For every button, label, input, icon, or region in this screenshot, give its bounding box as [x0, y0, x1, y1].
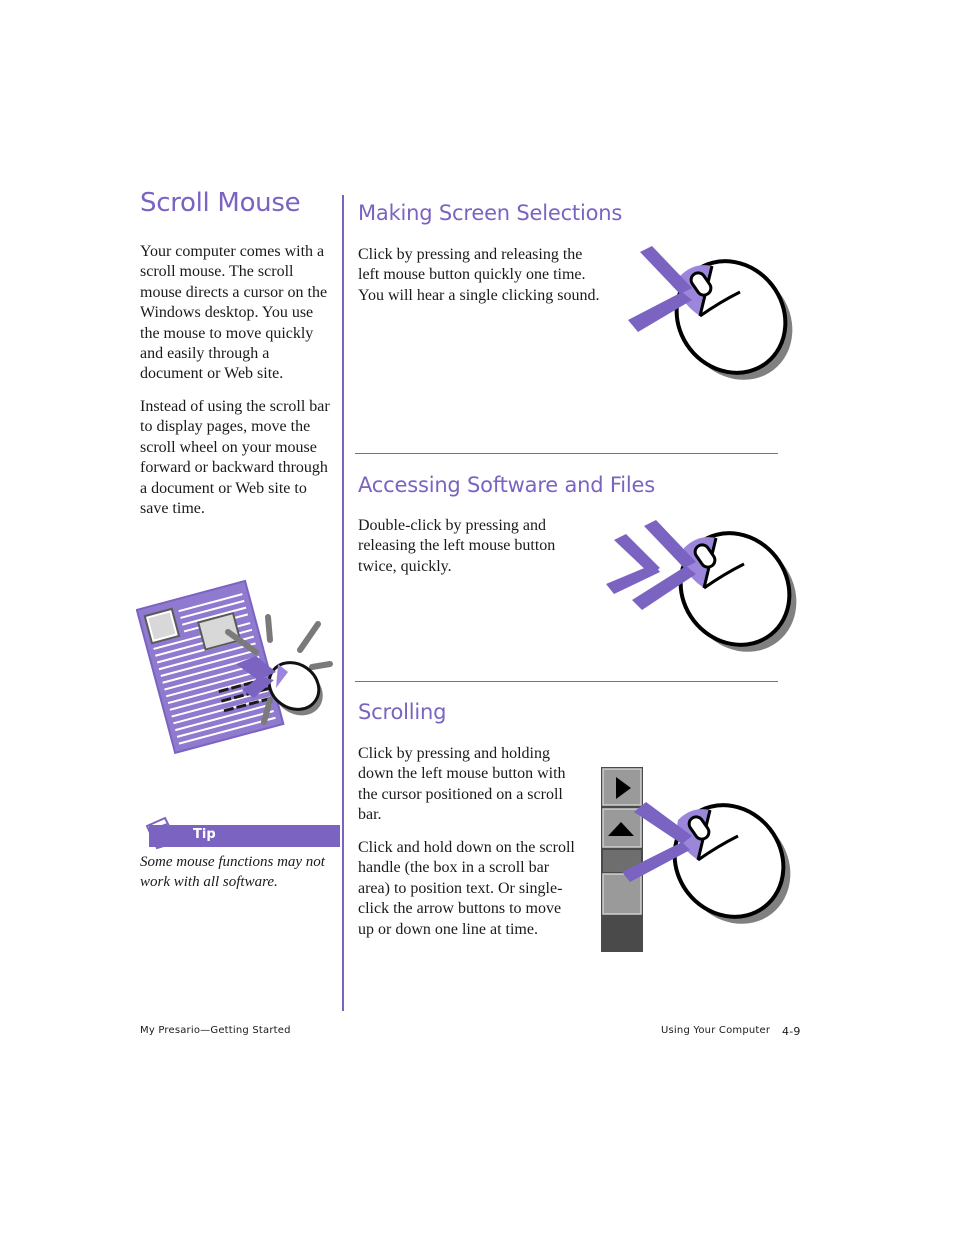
page-title: Scroll Mouse — [140, 188, 301, 218]
footer-left-title: My Presario—Getting Started — [140, 1025, 291, 1036]
intro-paragraph-1: Your computer comes with a scroll mouse. The scroll mouse directs a cursor on the Windows desktop. You use the mouse to move quickly and easily through a document or Web site. — [140, 243, 328, 383]
footer-page-number: 4-9 — [782, 1025, 801, 1038]
section-heading-scrolling: Scrolling — [358, 700, 447, 724]
section-divider-2 — [355, 681, 778, 682]
section-text-scrolling-2: Click and hold down on the scroll handle (the box in a scroll bar area) to position text. Or single-click the arrow buttons to move up or down one line at time. — [358, 839, 575, 938]
intro-paragraph-2: Instead of using the scroll bar to display pages, move the scroll wheel on your mouse forward or backward through a document or Web site to save time. — [140, 398, 330, 518]
section-text-screen-selections: Click by pressing and releasing the left mouse button quickly one time. You will hear a single clicking sound. — [358, 246, 600, 304]
footer-right-title: Using Your Computer — [661, 1025, 771, 1036]
tip-text: Some mouse functions may not work with all software. — [140, 854, 325, 890]
document-scroll-illustration — [136, 572, 336, 762]
section-text-scrolling-1: Click by pressing and holding down the left mouse button with the cursor positioned on a scroll bar. — [358, 745, 566, 824]
section-text-accessing-software: Double-click by pressing and releasing the left mouse button twice, quickly. — [358, 517, 556, 575]
scrollbar-mouse-illustration — [598, 764, 793, 954]
column-divider — [342, 195, 344, 1011]
section-heading-accessing-software: Accessing Software and Files — [358, 473, 655, 497]
double-click-mouse-illustration — [600, 518, 800, 658]
single-click-mouse-illustration — [620, 242, 800, 387]
tip-label: Tip — [193, 827, 216, 842]
section-divider-1 — [355, 453, 778, 454]
scroll-handle — [603, 874, 641, 914]
tip-bar — [149, 825, 340, 847]
section-heading-screen-selections: Making Screen Selections — [358, 201, 623, 225]
